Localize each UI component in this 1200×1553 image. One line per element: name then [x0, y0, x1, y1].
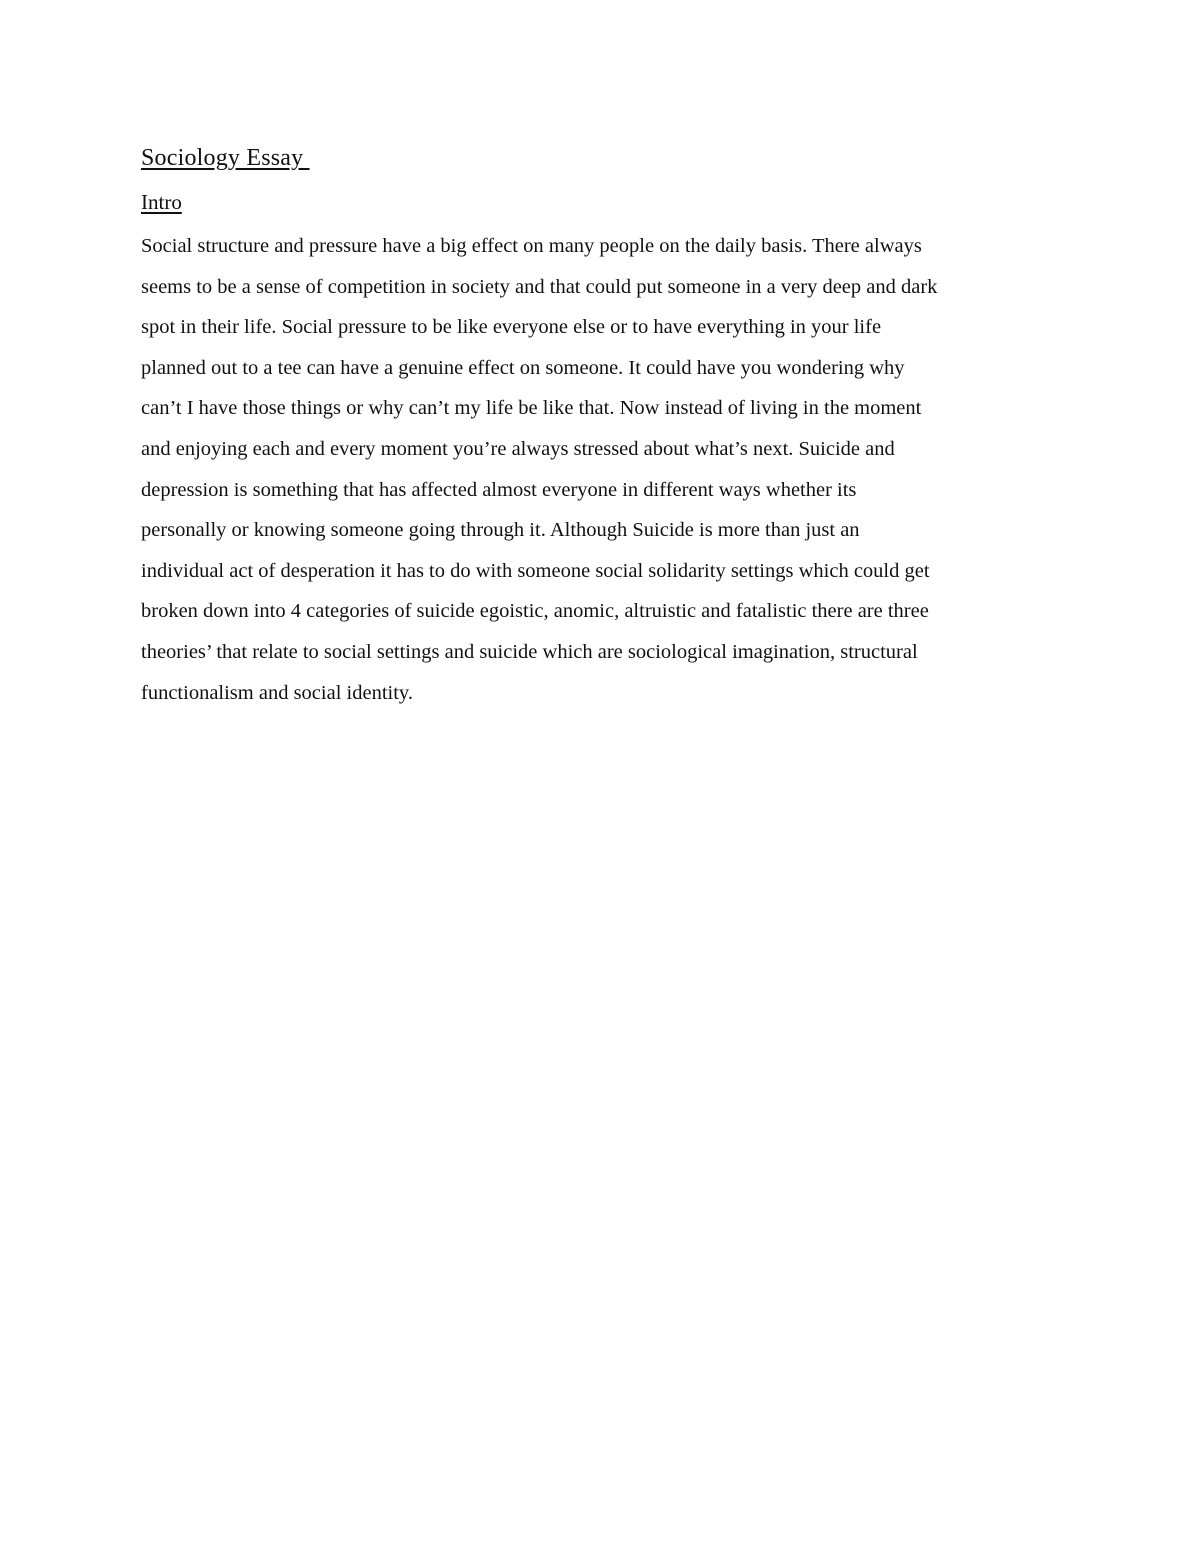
paragraph-line: and enjoying each and every moment you’re always stressed about what’s next. Suicide and: [141, 437, 895, 460]
paragraph-line: planned out to a tee can have a genuine effect on someone. It could have you wondering why: [141, 356, 905, 379]
paragraph-line: can’t I have those things or why can’t my life be like that. Now instead of living in the moment: [141, 397, 922, 420]
section-heading-intro: Intro: [141, 190, 182, 214]
paragraph-line: theories’ that relate to social settings and suicide which are sociological imagination, structural: [141, 640, 918, 663]
paragraph-line: Social structure and pressure have a big effect on many people on the daily basis. There always: [141, 235, 922, 257]
paragraph-line: depression is something that has affected almost everyone in different ways whether its: [141, 478, 857, 501]
document-content: [141, 140, 1061, 713]
paragraph-line: spot in their life. Social pressure to be like everyone else or to have everything in your life: [141, 316, 882, 339]
paragraph-line: personally or knowing someone going through it. Although Suicide is more than just an: [141, 519, 860, 542]
intro-paragraph: [141, 226, 1061, 713]
paragraph-line: functionalism and social identity.: [141, 681, 413, 704]
paragraph-line: broken down into 4 categories of suicide egoistic, anomic, altruistic and fatalistic there are three: [141, 600, 929, 623]
paragraph-line: seems to be a sense of competition in society and that could put someone in a very deep and dark: [141, 275, 938, 298]
paragraph-line: individual act of desperation it has to do with someone social solidarity settings which could get: [141, 559, 930, 582]
document-title: Sociology Essay: [141, 145, 310, 171]
